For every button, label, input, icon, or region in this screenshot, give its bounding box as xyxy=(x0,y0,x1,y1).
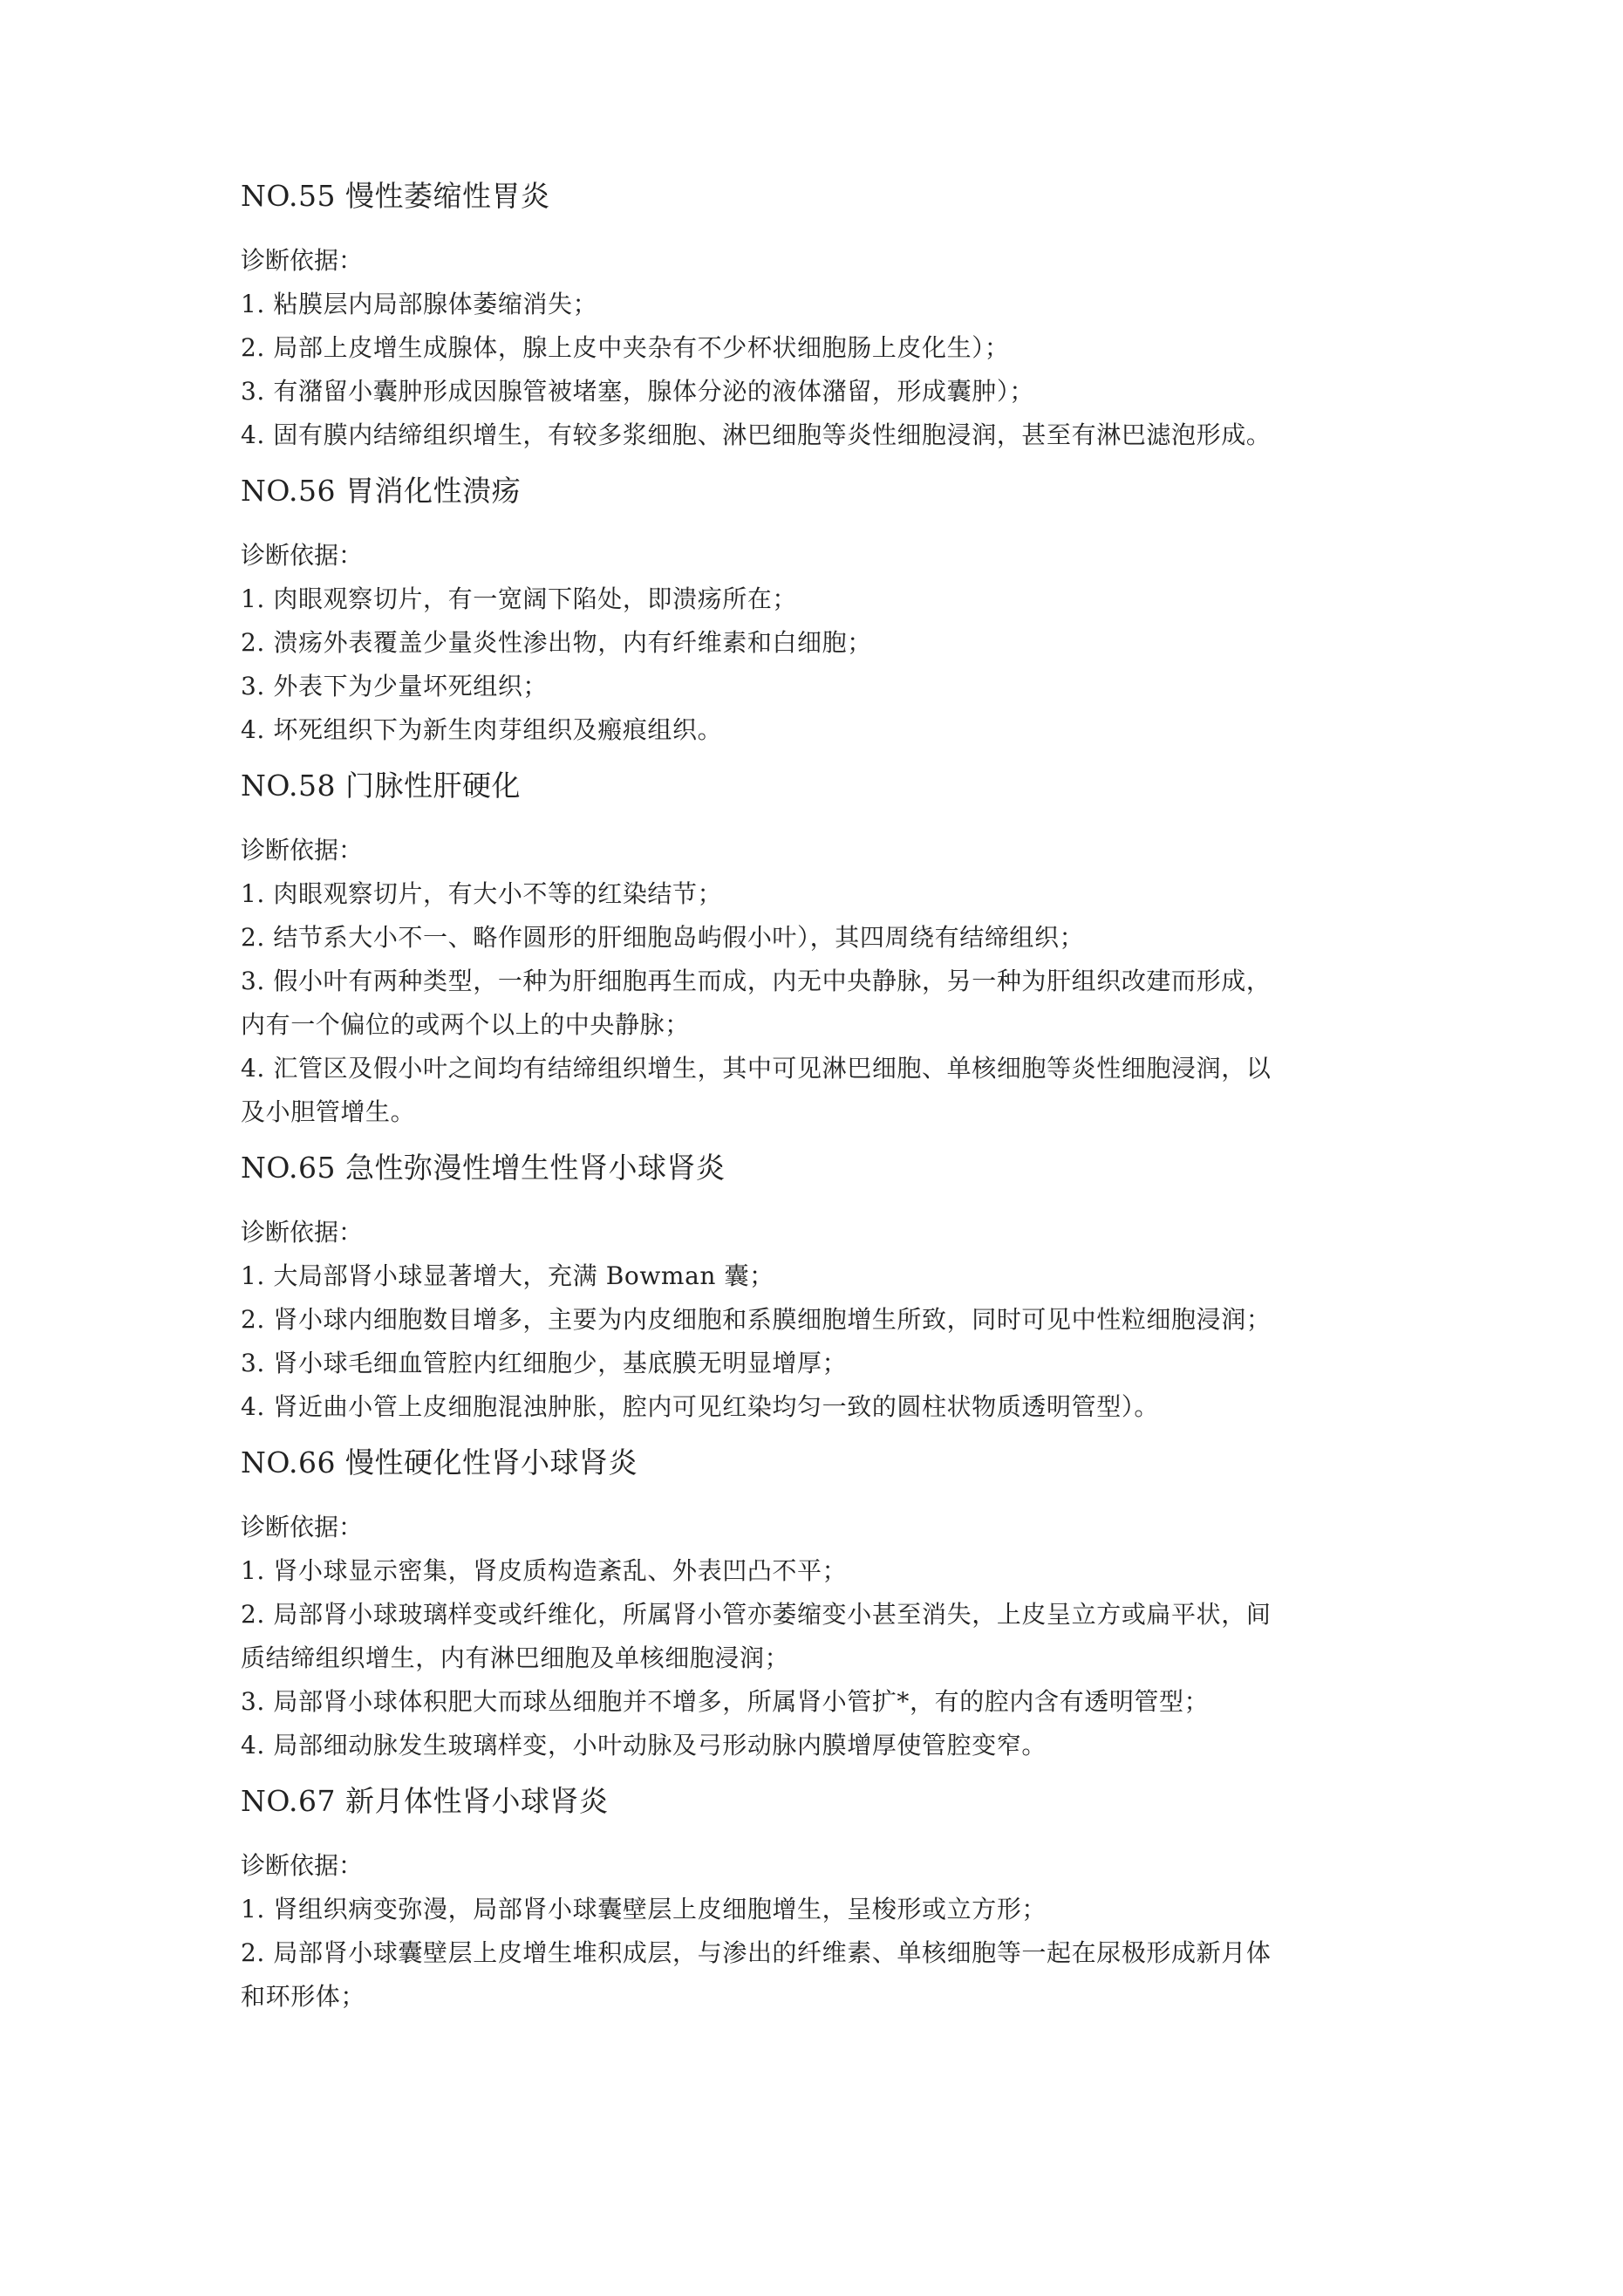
section-title: NO.66 慢性硬化性肾小球肾炎 xyxy=(241,1445,638,1479)
section-no67 xyxy=(241,1780,1392,2019)
list-item: 内有一个偏位的或两个以上的中央静脉； xyxy=(241,1010,690,1039)
list-item: 1. 肾组织病变弥漫，局部肾小球囊壁层上皮细胞增生，呈梭形或立方形； xyxy=(241,1895,1047,1924)
section-no65 xyxy=(241,1146,1392,1429)
document-page xyxy=(241,174,1392,2019)
list-item: 4. 肾近曲小管上皮细胞混浊肿胀，腔内可见红染均匀一致的圆柱状物质透明管型）。 xyxy=(241,1392,1160,1421)
list-item: 3. 局部肾小球体积肥大而球丛细胞并不增多，所属肾小管扩*，有的腔内含有透明管型； xyxy=(241,1687,1210,1716)
list-item: 4. 局部细动脉发生玻璃样变，小叶动脉及弓形动脉内膜增厚使管腔变窄。 xyxy=(241,1731,1047,1760)
section-title: NO.55 慢性萎缩性胃炎 xyxy=(241,179,550,213)
list-item: 2. 溃疡外表覆盖少量炎性渗出物，内有纤维素和白细胞； xyxy=(241,628,872,657)
section-no58 xyxy=(241,764,1392,1134)
list-item: 4. 坏死组织下为新生肉芽组织及瘢痕组织。 xyxy=(241,715,723,744)
diagnosis-label: 诊断依据： xyxy=(241,1513,364,1541)
section-title: NO.58 门脉性肝硬化 xyxy=(241,769,521,803)
section-title: NO.56 胃消化性溃疡 xyxy=(241,474,521,508)
list-item: 2. 局部肾小球玻璃样变或纤维化，所属肾小管亦萎缩变小甚至消失，上皮呈立方或扁平状，间 xyxy=(241,1600,1272,1629)
list-item: 3. 假小叶有两种类型，一种为肝细胞再生而成，内无中央静脉，另一种为肝组织改建而形成， xyxy=(241,967,1272,995)
list-item: 1. 肉眼观察切片，有大小不等的红染结节； xyxy=(241,879,723,908)
diagnosis-label: 诊断依据： xyxy=(241,246,364,275)
list-item: 3. 有潴留小囊肿形成因腺管被堵塞，腺体分泌的液体潴留，形成囊肿）； xyxy=(241,377,1035,406)
list-item: 2. 结节系大小不一、略作圆形的肝细胞岛屿假小叶），其四周绕有结缔组织； xyxy=(241,923,1085,952)
diagnosis-label: 诊断依据： xyxy=(241,1218,364,1247)
list-item: 质结缔组织增生，内有淋巴细胞及单核细胞浸润； xyxy=(241,1643,790,1672)
diagnosis-label: 诊断依据： xyxy=(241,1851,364,1880)
list-item: 3. 肾小球毛细血管腔内红细胞少，基底膜无明显增厚； xyxy=(241,1349,848,1377)
list-item: 1. 肉眼观察切片，有一宽阔下陷处，即溃疡所在； xyxy=(241,584,798,613)
list-item: 2. 局部肾小球囊壁层上皮增生堆积成层，与渗出的纤维素、单核细胞等一起在尿极形成新月体 xyxy=(241,1938,1272,1967)
list-item: 1. 肾小球显示密集，肾皮质构造紊乱、外表凹凸不平； xyxy=(241,1556,848,1585)
section-no66 xyxy=(241,1441,1392,1767)
list-item: 3. 外表下为少量坏死组织； xyxy=(241,672,549,700)
list-item: 和环形体； xyxy=(241,1982,366,2011)
list-item: 1. 大局部肾小球显著增大，充满 Bowman 囊； xyxy=(241,1261,774,1290)
list-item: 1. 粘膜层内局部腺体萎缩消失； xyxy=(241,290,598,318)
diagnosis-label: 诊断依据： xyxy=(241,836,364,864)
list-item: 2. 局部上皮增生成腺体，腺上皮中夹杂有不少杯状细胞肠上皮化生）； xyxy=(241,333,1010,362)
list-item: 4. 固有膜内结缔组织增生，有较多浆细胞、淋巴细胞等炎性细胞浸润，甚至有淋巴滤泡形成。 xyxy=(241,420,1272,449)
section-no55 xyxy=(241,174,1392,457)
list-item: 2. 肾小球内细胞数目增多，主要为内皮细胞和系膜细胞增生所致，同时可见中性粒细胞浸润； xyxy=(241,1305,1272,1334)
list-item: 4. 汇管区及假小叶之间均有结缔组织增生，其中可见淋巴细胞、单核细胞等炎性细胞浸润，以 xyxy=(241,1054,1272,1083)
section-no56 xyxy=(241,469,1392,752)
section-title: NO.65 急性弥漫性增生性肾小球肾炎 xyxy=(241,1151,726,1185)
section-title: NO.67 新月体性肾小球肾炎 xyxy=(241,1784,609,1818)
list-item: 及小胆管增生。 xyxy=(241,1097,416,1126)
diagnosis-label: 诊断依据： xyxy=(241,541,364,570)
